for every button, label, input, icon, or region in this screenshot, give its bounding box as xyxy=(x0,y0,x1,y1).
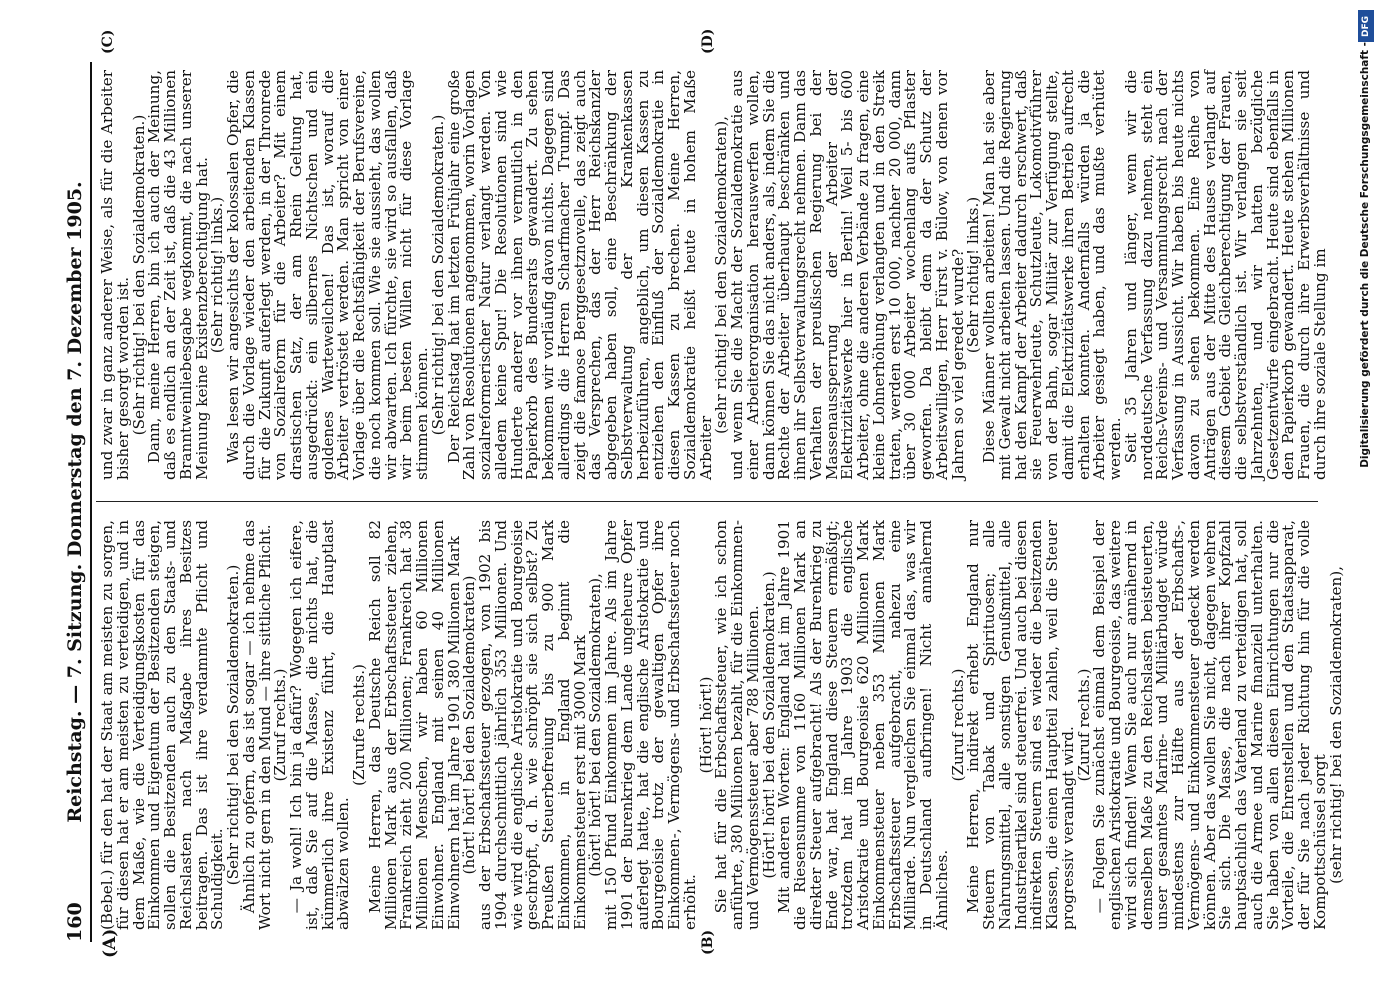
margin-marker-a: (A) xyxy=(100,928,120,958)
paragraph: Diese Männer wollten arbeiten! Man hat sie aber mit Gewalt nicht arbeiten lassen. Und die Regierung hat den Kampf der Arbeiter dadurch erschwert, daß sie Feuerwehrleute, Schutzleute, Lokomotivführer von der Bahn, sogar Militär zur Verfügung stellte, damit die Elektrizitätswerke ihren Betrieb aufrecht erhalten konnten. Andernfalls würden ja die Arbeiter gesiegt haben, und das mußte verhütet werden. xyxy=(980,70,1124,480)
interjection: (Sehr richtig! bei den Sozialdemokraten.) xyxy=(428,114,447,436)
paragraph: Dann, meine Herren, bin ich auch der Meinung, daß es endlich an der Zeit ist, daß die 43 Millionen Branntweinliebesgabe wegkommt, die nach unserer Meinung keine Existenzberechtigung hat. xyxy=(145,70,211,480)
paragraph: Seit 35 Jahren und länger, wenn wir die norddeutsche Verfassung dazu nehmen, steht ein Reichs-Vereins- und Versammlungsrecht nach der Verfassung in Aussicht. Wir haben bis heute nichts davon zu sehen bekommen. Eine Reihe von Anträgen aus der Mitte des Hauses verlangt auf diesem Gebiet die Gleichberechtigung der Frauen, die selbstverständlich ist. Wir verlangen sie seit Jahrzehnten, und wir hatten bezügliche Gesetzentwürfe eingebracht. Heute sind ebenfalls in den Papierkorb gewandert. Heute stehen Millionen Frauen, die durch ihre Erwerbsverhältnisse und durch ihre soziale Stellung im xyxy=(1121,70,1329,480)
interjection: (Zuruf rechts.) xyxy=(271,668,290,782)
paragraph: und wenn Sie die Macht der Sozialdemokratie aus einer Arbeiterorganisation herauswerfen wollen, dann können Sie das nicht anders, als, indem Sie die Rechte der Arbeiter überhaupt beschränken und ihnen ihr Selbstverwaltungsrecht nehmen. Dann das Verhalten der preußischen Regierung bei der Massenaussperrung der Arbeiter der Elektrizitätswerke hier in Berlin! Weil 5- bis 600 Arbeiter, ohne die anderen Verbände zu fragen, eine kleine Lohnerhöhung verlangten und in den Streik traten, werden erst 10 000, nachher 20 000, dann über 30 000 Arbeiter wochenlang aufs Pflaster geworfen. Da bleibt denn da der Schutz der Arbeitswilligen, Herr Fürst v. Bülow, von denen vor Jahren so viel geredet wurde? xyxy=(728,70,967,480)
paragraph: mit 150 Pfund Einkommen im Jahre. Als im Jahre 1901 der Burenkrieg dem Lande ungeheure Opfer auferlegt hatte, hat die englische Aristokratie und Bourgeoisie trotz der gewaltigen Opfer ihre Einkommen-, Vermögens- und Erbschaftssteuer noch erhöht. xyxy=(602,520,699,930)
running-title: Reichstag. — 7. Sitzung. Donnerstag den 7. Dezember 1905. xyxy=(64,181,86,823)
interjection: (Sehr richtig! bei den Sozialdemokraten.) xyxy=(129,114,148,436)
paragraph: aus der Erbschaftssteuer gezogen, von 1902 bis 1904 durchschnittlich jährlich 353 Millionen. Und wie wird die englische Aristokratie und Bourgeoisie geschröpft, d. h. wie schröpft sie sich selbst? Zu Preußen Steuerbefreiung bis zu 900 Mark Einkommen, in England beginnt die Einkommensteuer erst mit 3000 Mark xyxy=(476,520,589,930)
interjection: (sehr richtig! bei den Sozialdemokraten), xyxy=(712,115,731,435)
interjection: (sehr richtig! bei den Sozialdemokraten), xyxy=(1326,565,1345,885)
credit-text: Digitalisierung gefördert durch die Deutsche Forschungsgemeinschaft - xyxy=(1359,42,1371,468)
dfg-logo: DFG xyxy=(1358,10,1374,42)
interjection: (hört! hört! bei den Sozialdemokraten), xyxy=(586,573,605,877)
paragraph: Mit anderen Worten: England hat im Jahre 1901 die Riesensumme von 1160 Millionen Mark an direkter Steuer aufgebracht! Als der Burenkrieg zu Ende war, hat England diese Steuern ermäßigt; trotzdem hat im Jahre 1903 die englische Aristokratie und Bourgeoisie 620 Millionen Mark Einkommensteuer neben 353 Millionen Mark Erbschaftssteuer aufgebracht, nahezu eine Milliarde. Nun vergleichen Sie einmal das, was wir in Deutschland aufbringen! Nicht annähernd Ähnliches. xyxy=(775,520,951,930)
right-column xyxy=(98,70,1329,480)
paragraph: Sie hat für die Erbschaftssteuer, wie ich schon anführte, 380 Millionen bezahlt, für die Einkommen- und Vermögenssteuer aber 788 Millionen. xyxy=(712,520,762,930)
digitization-credit xyxy=(1348,0,1383,1000)
margin-marker-d: (D) xyxy=(700,28,716,54)
paragraph: — Folgen Sie zunächst einmal dem Beispiel der englischen Aristokratie und Bourgeoisie, das weitere wird sich finden! Wenn Sie auch nur annähernd in demselben Maße zu den Reichslasten beisteuerten, unser gesamtes Marine- und Militärbudget würde mindestens zur Hälfte aus der Erbschafts-, Vermögens- und Einkommensteuer gedeckt werden können. Aber das wollen Sie nicht, dagegen wehren Sie sich. Die Masse, die nach ihrer Kopfzahl hauptsächlich das Vaterland zu verteidigen hat, soll auch die Armee und Marine finanziell unterhalten. Sie haben von allen diesen Einrichtungen nur die Vorteile, die Ehrenstellen und den Staatsapparat, der für Sie nach jeder Richtung hin für die volle Kompottschüssel sorgt xyxy=(1090,520,1329,930)
paragraph: Meine Herren, das Deutsche Reich soll 82 Millionen Mark aus der Erbschaftssteuer ziehen, Frankreich zieht 200 Millionen; Frankreich hat 38 Millionen Menschen, wir haben 60 Millionen Einwohner. England mit seinen 40 Millionen Einwohnern hat im Jahre 1901 380 Millionen Mark xyxy=(365,520,463,930)
paragraph: Ähnlich zu opfern, das ist sogar — ich nehme das Wort nicht gern in den Mund — ihre sittliche Pflicht. xyxy=(239,520,274,930)
column-divider xyxy=(96,501,1318,502)
left-column xyxy=(98,520,1345,930)
interjection: (Sehr richtig! bei den Sozialdemokraten.) xyxy=(224,564,242,886)
paragraph: Der Reichstag hat im letzten Frühjahr eine große Zahl von Resolutionen angenommen, worin Vorlagen sozialreformerischer Natur verlangt werden. Von alledem keine Spur! Die Resolutionen sind wie Hunderte anderer vor ihnen vermutlich in den Papierkorb des Bundesrats gewandert. Zu sehen bekommen wir vorläufig davon nichts. Dagegen sind allerdings die Herren Scharfmacher Trumpf. Das zeigt die famose Berggesetznovelle, das zeigt auch das Versprechen, das der Herr Reichskanzler abgegeben haben soll, eine Beschränkung der Selbstverwaltung der Krankenkassen herbeizuführen, angeblich, um diesen Kassen zu entziehen den Einfluß der Sozialdemokratie in diesen Kassen zu brechen. Meine Herren, Sozialdemokratie heißt heute in hohem Maße Arbeiter xyxy=(444,70,715,480)
page-header xyxy=(58,62,92,942)
paragraph: Was lesen wir angesichts der kolossalen Opfer, die durch die Vorlage wieder den arbeitenden Klassen für die Zukunft auferlegt werden, in der Thronrede von Sozialreform für die Arbeiter? Mit einem drastischen Satz, der am Rhein Geltung hat, ausgedrückt: ein silbernes Nichtschen und ein goldenes Warteweilchen! Das ist, worauf die Arbeiter vertröstet werden. Man spricht von einer Vorlage über die Rechtsfähigkeit der Berufsvereine, die noch kommen soll. Wie sie aussieht, das wollen wir abwarten. Ich fürchte, sie wird so ausfallen, daß wir beim besten Willen nicht für diese Vorlage stimmen können. xyxy=(224,70,431,480)
interjection: (Zuruf rechts.) xyxy=(1074,668,1093,782)
interjection: (Hört! hört! bei den Sozialdemokraten.) xyxy=(759,571,778,879)
paragraph: — Ja wohl! Ich bin ja dafür? Wogegen ich eifere, ist, daß Sie auf die Masse, die nichts hat, die kümmerlich ihre Existenz führt, die Hauptlast abwälzen wollen. xyxy=(287,520,353,930)
interjection: (Zurufe rechts.) xyxy=(350,664,368,786)
interjection: (Zuruf rechts.) xyxy=(948,668,967,782)
paragraph: (Bebel.) für den hat der Staat am meisten zu sorgen, für diesen hat er am meisten zu verteidigen, und in dem Maße, wie die Verteidigungskosten für das Einkommen und Eigentum der Besitzenden steigen, sollen die Besitzenden auch zu den Staats- und Reichslasten nach Maßgabe ihres Besitzes beitragen. Das ist ihre verdammte Pflicht und Schuldigkeit. xyxy=(98,520,227,930)
paragraph: und zwar in ganz anderer Weise, als für die Arbeiter bisher gesorgt worden ist. xyxy=(98,70,132,480)
interjection: (Hört! hört!) xyxy=(696,676,715,774)
interjection: (Sehr richtig! links.) xyxy=(208,196,227,354)
margin-marker-c: (C) xyxy=(100,29,116,54)
page-number: 160 xyxy=(64,902,86,942)
interjection: (hört! hört! bei den Sozialdemokraten) xyxy=(460,575,479,875)
interjection: (Sehr richtig! links.) xyxy=(964,196,983,354)
margin-marker-b: (B) xyxy=(700,929,716,955)
paragraph: Meine Herren, indirekt erhebt England nur Steuern von Tabak und Spirituosen; alle Nahrungsmittel, alle sonstigen Genußmittel, alle Industrieartikel sind steuerfrei. Und auch bei diesen indirekten Steuern sind es wieder die besitzenden Klassen, die einen Hauptteil zahlen, weil die Steuer progressiv veranlagt wird. xyxy=(964,520,1077,930)
